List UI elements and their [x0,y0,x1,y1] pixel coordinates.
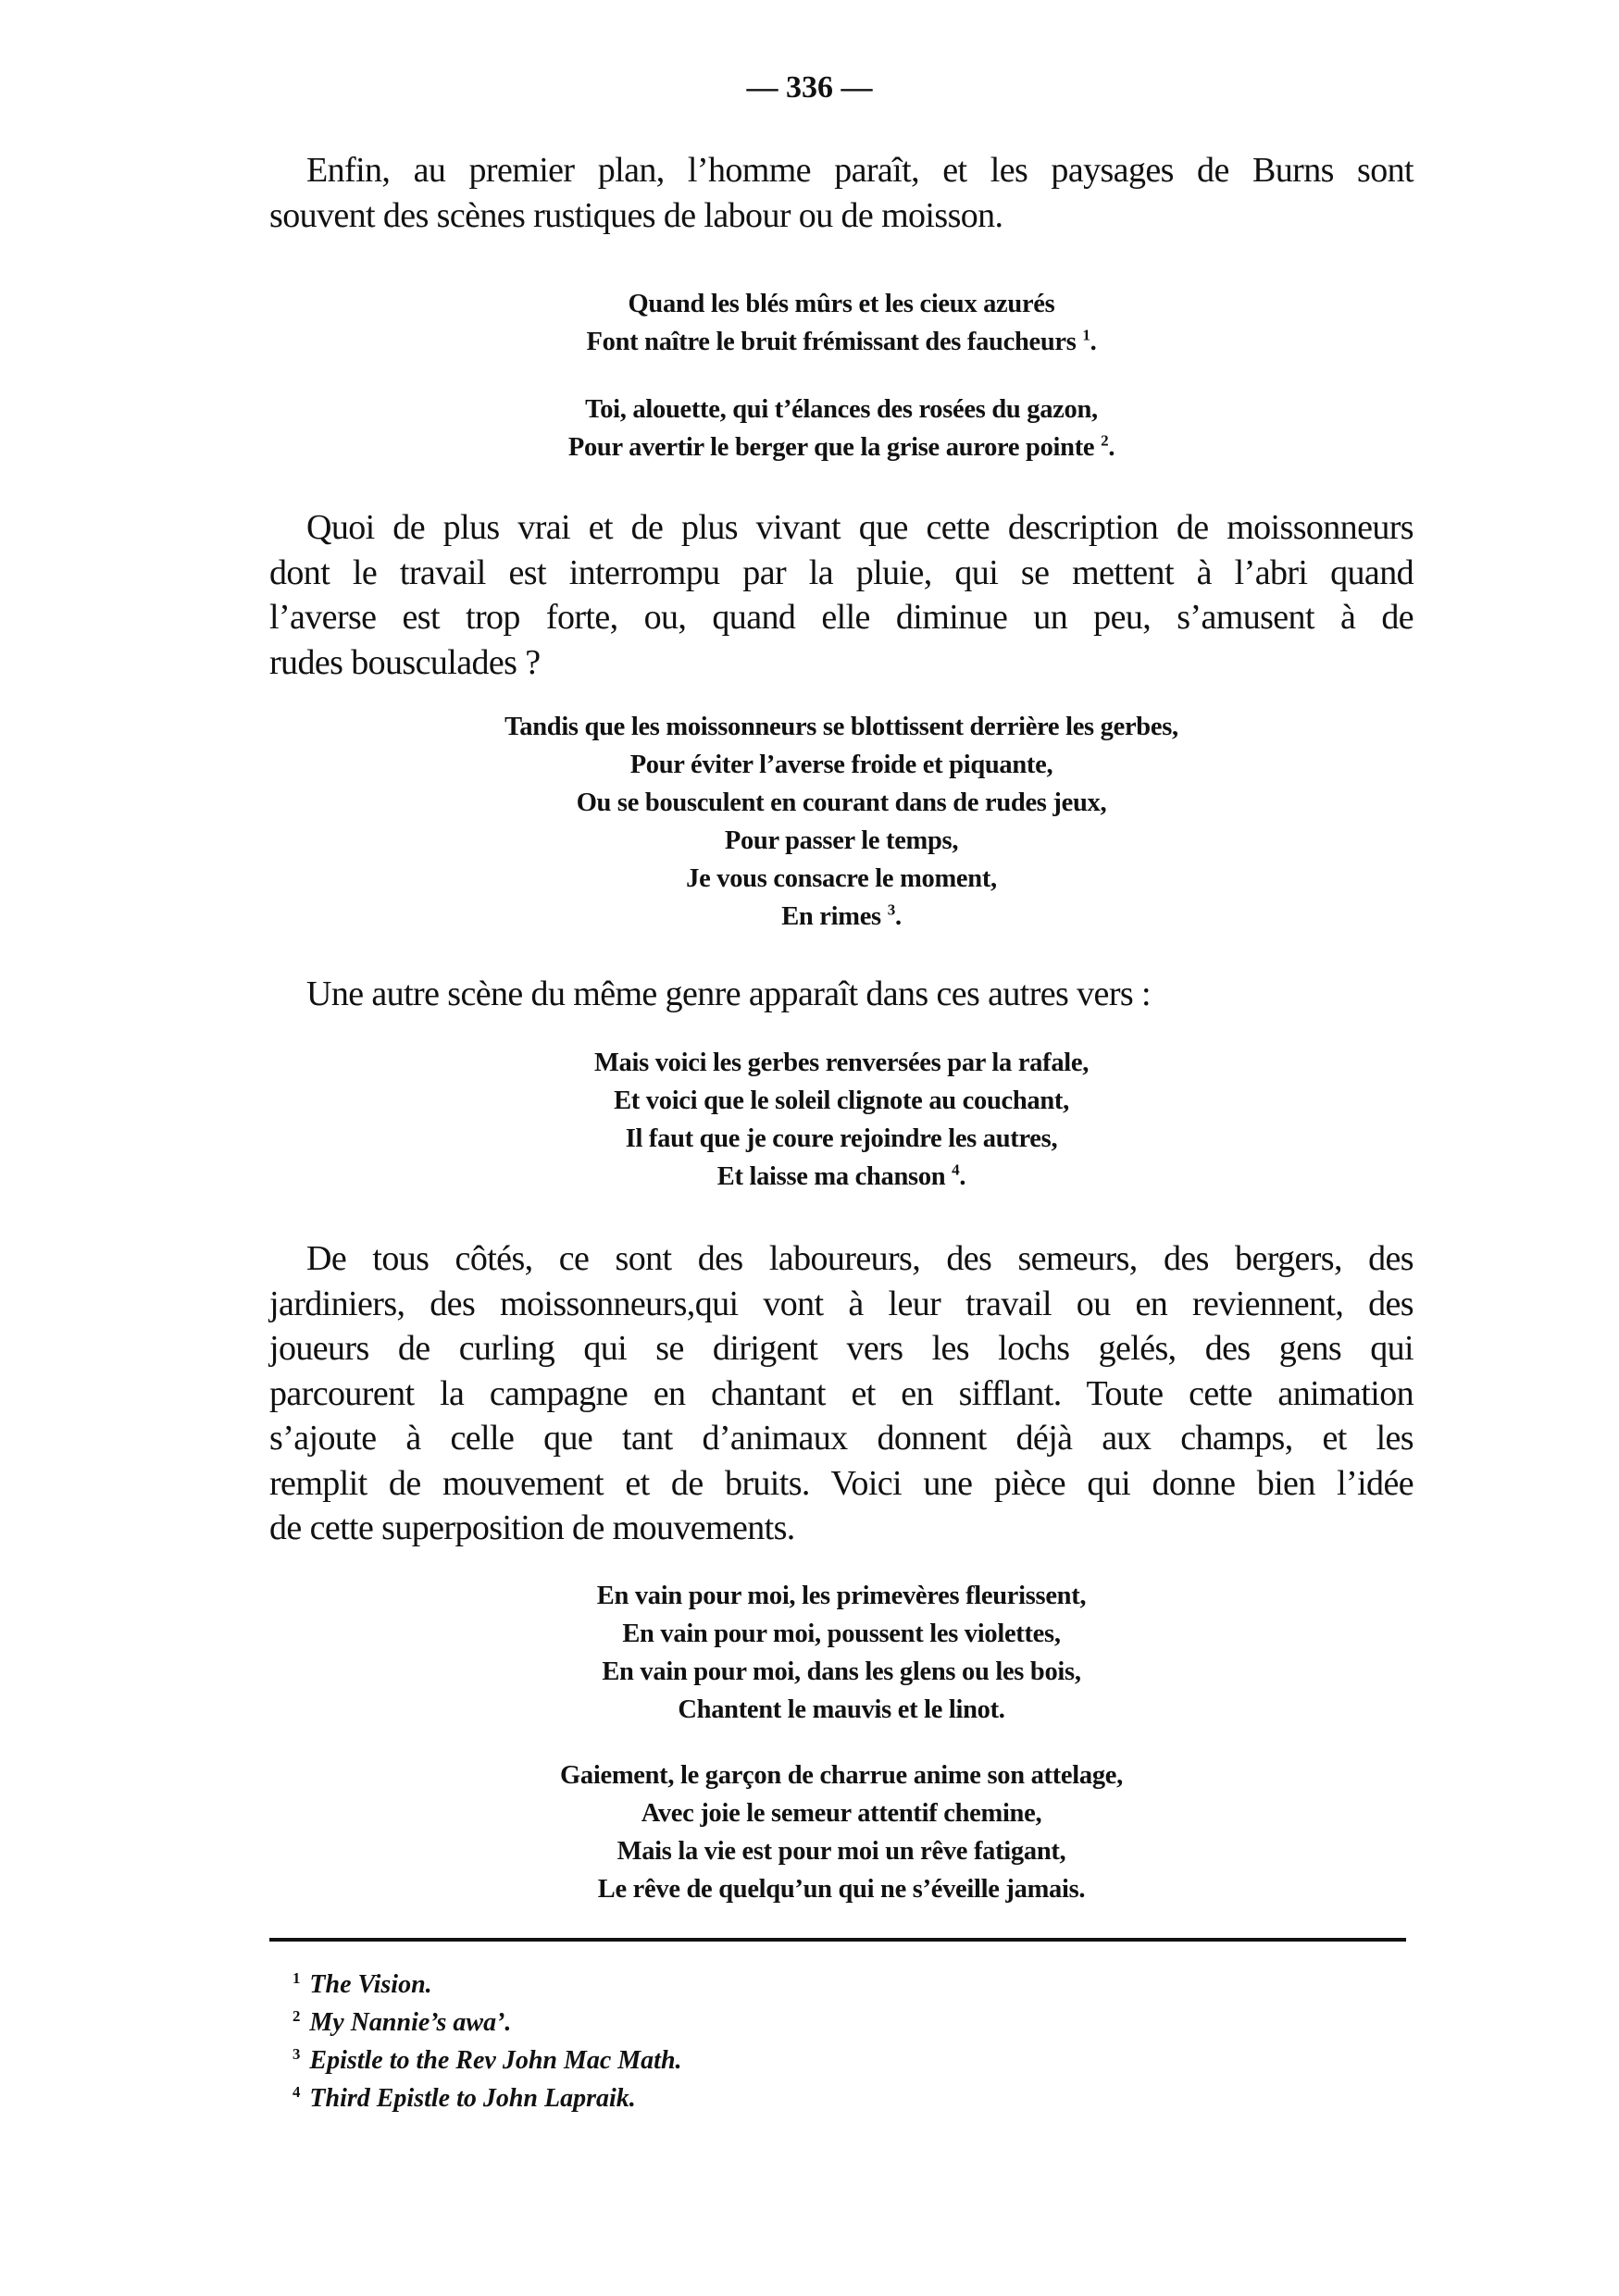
punct: . [894,902,902,931]
verse-line [269,323,1414,361]
verse-1b [269,391,1414,466]
text-line: de cette superposition de mouvements. [269,1508,795,1547]
verse-3 [269,1044,1414,1196]
footnote-number: 4 [293,2082,301,2101]
text-line: joueurs de curling qui se dirigent vers les lochs gelés, des gens qui [269,1329,1414,1368]
footnotes [293,1966,682,2117]
footnote [293,1966,682,2004]
text-line: De tous côtés, ce sont des laboureurs, des semeurs, des bergers, des [306,1239,1414,1278]
footnote-ref: 4 [952,1160,960,1179]
footnote-number: 1 [293,1968,301,1987]
page-number: — 336 — [746,70,873,105]
footnote-text: Third Epistle to John Lapraik. [309,2084,636,2113]
verse-line [269,428,1414,466]
verse-line: En vain pour moi, dans les glens ou les bois, [602,1657,1081,1686]
footnote-ref: 3 [887,900,895,919]
text-line: Enfin, au premier plan, l’homme paraît, et les paysages de Burns sont [306,151,1414,190]
paragraph-1 [269,148,1414,238]
footnote-number: 3 [293,2044,301,2063]
verse-1 [269,285,1414,361]
text-line: Quoi de plus vrai et de plus vivant que cette description de moissonneurs [306,508,1414,547]
punct: . [959,1162,966,1191]
verse-4 [269,1577,1414,1729]
verse-line: Pour passer le temps, [724,826,959,855]
verse-line: Toi, alouette, qui t’élances des rosées du gazon, [585,395,1098,424]
text-line: souvent des scènes rustiques de labour ou de moisson. [269,195,1003,235]
verse-line: Quand les blés mûrs et les cieux azurés [628,290,1055,318]
verse-line: En vain pour moi, poussent les violettes, [622,1620,1061,1648]
footnote-text: My Nannie’s awa’. [309,2008,512,2037]
footnote [293,2079,682,2117]
footnote-divider [269,1938,1406,1942]
paragraph-2 [269,505,1414,685]
verse-line: Chantent le mauvis et le linot. [678,1695,1005,1724]
footnote [293,2042,682,2079]
punct: . [1108,433,1115,462]
verse-4b [269,1756,1414,1908]
punct: . [1090,328,1097,356]
footnote-ref: 1 [1082,326,1090,344]
verse-line: Mais voici les gerbes renversées par la rafale, [593,1049,1090,1077]
verse-line: Il faut que je coure rejoindre les autres, [625,1124,1058,1153]
paragraph-4 [269,1236,1414,1551]
verse-line: Gaiement, le garçon de charrue anime son attelage, [560,1761,1123,1790]
verse-line: Mais la vie est pour moi un rêve fatigant, [616,1837,1066,1866]
verse-line: Je vous consacre le moment, [686,864,997,893]
footnote-ref: 2 [1101,431,1109,450]
verse-text: En rimes [781,902,881,931]
text-line: remplit de mouvement et de bruits. Voici une pièce qui donne bien l’idée [269,1463,1414,1503]
verse-line [269,1158,1414,1196]
verse-line: Pour éviter l’averse froide et piquante, [629,751,1053,779]
verse-line [269,898,1414,936]
text-line: rudes bousculades ? [269,642,541,682]
footnote-text: The Vision. [309,1970,432,1999]
footnote-number: 2 [293,2006,301,2025]
verse-text: Pour avertir le berger que la grise aurore pointe [567,433,1095,462]
footnote-text: Epistle to the Rev John Mac Math. [309,2046,682,2075]
verse-line: Tandis que les moissonneurs se blottissent derrière les gerbes, [504,713,1178,741]
footnote [293,2004,682,2042]
verse-text: Font naître le bruit frémissant des faucheurs [586,328,1077,356]
text-line: s’ajoute à celle que tant d’animaux donnent déjà aux champs, et les [269,1419,1414,1458]
verse-line: Avec joie le semeur attentif chemine, [641,1799,1042,1828]
verse-line: En vain pour moi, les primevères fleurissent, [596,1582,1087,1610]
verse-line: Et voici que le soleil clignote au couchant, [614,1086,1069,1115]
paragraph-3 [269,972,1414,1017]
text-line: jardiniers, des moissonneurs,qui vont à leur travail ou en reviennent, des [269,1284,1414,1323]
text-line: Une autre scène du même genre apparaît dans ces autres vers : [306,974,1151,1013]
verse-text: Et laisse ma chanson [716,1162,946,1191]
text-line: l’averse est trop forte, ou, quand elle diminue un peu, s’amusent à de [269,598,1414,637]
verse-2 [269,708,1414,936]
text-line: parcourent la campagne en chantant et en sifflant. Toute cette animation [269,1373,1414,1413]
verse-line: Ou se bousculent en courant dans de rudes jeux, [576,788,1107,817]
verse-line: Le rêve de quelqu’un qui ne s’éveille jamais. [597,1875,1086,1904]
text-line: dont le travail est interrompu par la pluie, qui se mettent à l’abri quand [269,552,1414,592]
